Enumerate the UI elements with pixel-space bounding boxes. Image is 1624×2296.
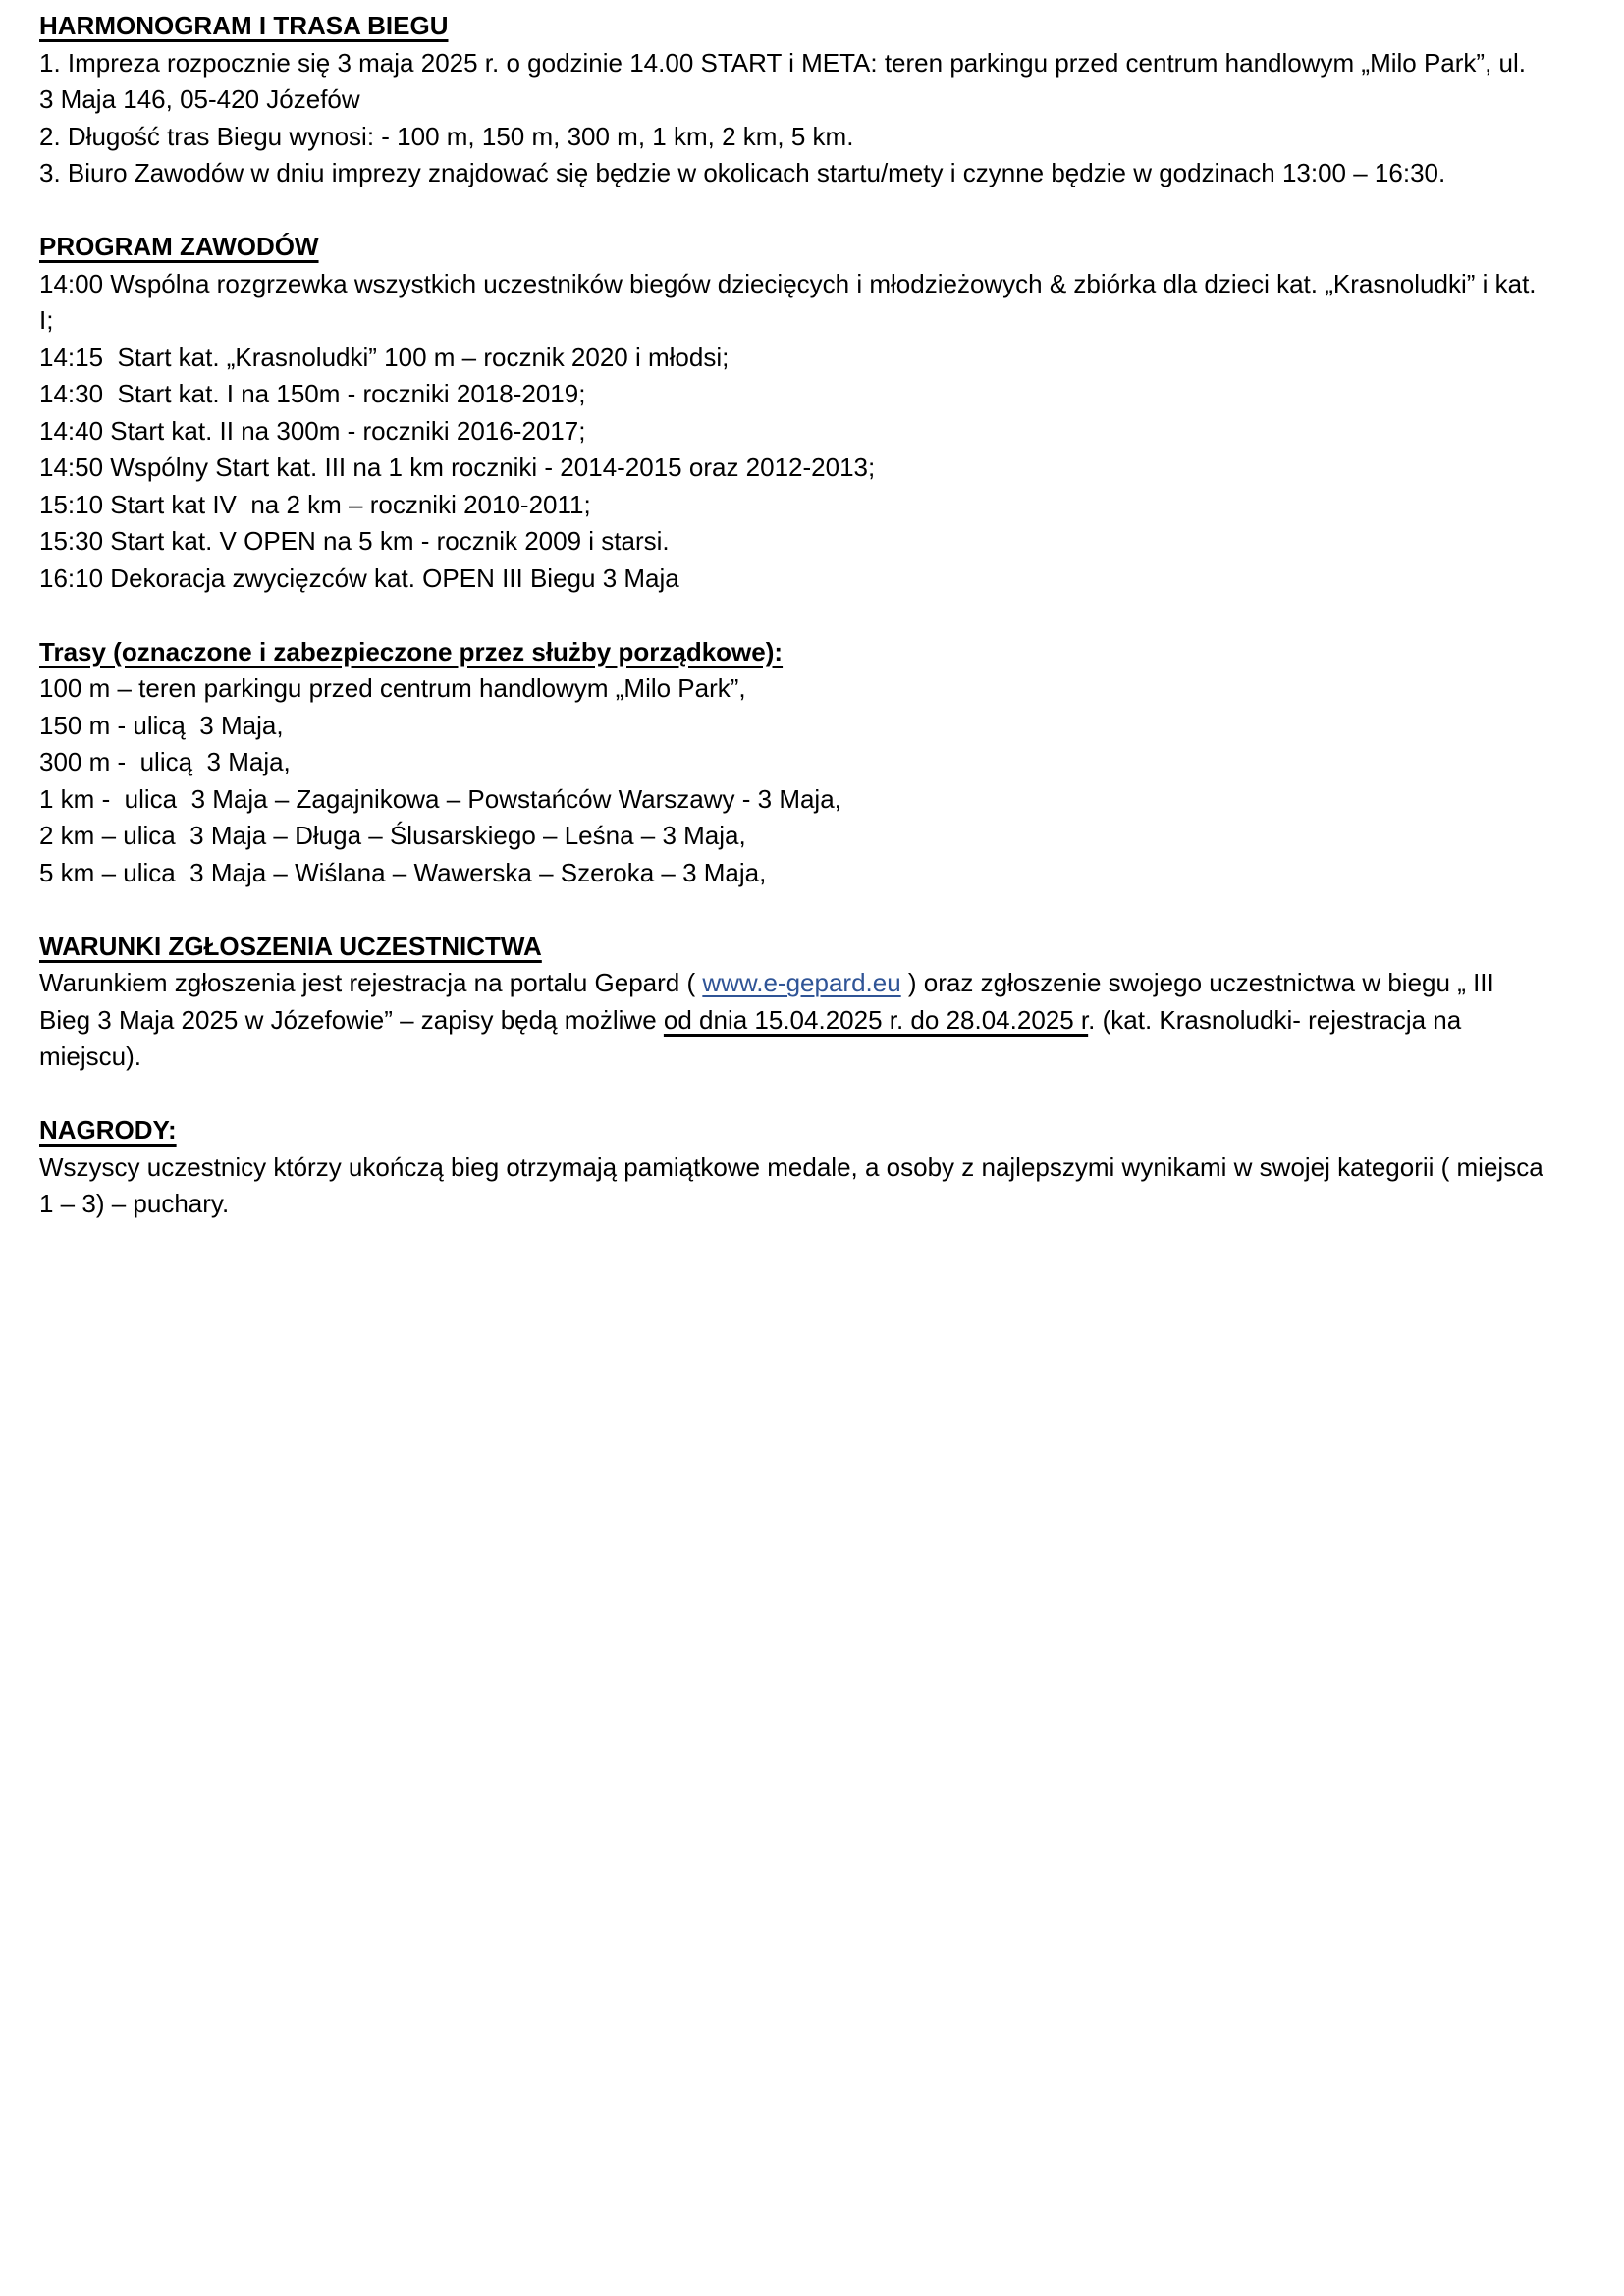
- harmonogram-item-1: 1. Impreza rozpocznie się 3 maja 2025 r. o godzinie 14.00 START i META: teren parkingu przed centrum handlowym „Milo Park”, ul. 3 Maja 146, 05-420 Józefów: [39, 47, 1534, 114]
- section-heading-warunki: WARUNKI ZGŁOSZENIA UCZESTNICTWA: [39, 931, 542, 961]
- section-heading-program: PROGRAM ZAWODÓW: [39, 232, 319, 261]
- nagrody-paragraph: Wszyscy uczestnicy którzy ukończą bieg otrzymają pamiątkowe medale, a osoby z najlepszymi wynikami w swojej kategorii ( miejsca 1 – 3) – puchary.: [39, 1151, 1550, 1218]
- registration-text-after-link: ) oraz zgłoszenie swojego uczestnictwa w biegu „ III Bieg 3 Maja 2025 w Józefowie” – zapisy będą możliwe: [39, 968, 1501, 1035]
- section-program-zawodow: [39, 229, 1543, 597]
- program-item-1610: 16:10 Dekoracja zwycięzców kat. OPEN III Biegu 3 Maja: [39, 562, 679, 593]
- section-heading-trasy: Trasy (oznaczone i zabezpieczone przez służby porządkowe):: [39, 636, 784, 667]
- program-item-1530: 15:30 Start kat. V OPEN na 5 km - rocznik 2009 i starsi.: [39, 526, 670, 556]
- trasa-1km: 1 km - ulica 3 Maja – Zagajnikowa – Powstańców Warszawy - 3 Maja,: [39, 783, 841, 814]
- trasa-2km: 2 km – ulica 3 Maja – Długa – Ślusarskiego – Leśna – 3 Maja,: [39, 821, 746, 850]
- section-heading-nagrody: NAGRODY:: [39, 1115, 177, 1145]
- registration-text-before-link: Warunkiem zgłoszenia jest rejestracja na portalu Gepard (: [39, 968, 703, 997]
- section-trasy: [39, 634, 1543, 892]
- e-gepard-link[interactable]: www.e-gepard.eu: [702, 968, 901, 997]
- registration-dates-underlined: od dnia 15.04.2025 r. do 28.04.2025 r: [663, 1004, 1089, 1035]
- trasa-300m: 300 m - ulicą 3 Maja,: [39, 747, 291, 776]
- program-item-1415: 14:15 Start kat. „Krasnoludki” 100 m – rocznik 2020 i młodsi;: [39, 342, 730, 372]
- program-item-1450: 14:50 Wspólny Start kat. III na 1 km roczniki - 2014-2015 oraz 2012-2013;: [39, 453, 876, 482]
- trasa-100m: 100 m – teren parkingu przed centrum handlowym „Milo Park”,: [39, 673, 746, 703]
- trasa-5km: 5 km – ulica 3 Maja – Wiślana – Wawerska – Szeroka – 3 Maja,: [39, 857, 767, 887]
- harmonogram-item-3: 3. Biuro Zawodów w dniu imprezy znajdować się będzie w okolicach startu/mety i czynne będzie w godzinach 13:00 – 16:30.: [39, 158, 1446, 187]
- section-nagrody: [39, 1112, 1550, 1223]
- section-harmonogram: [39, 8, 1543, 192]
- registration-paragraph: [39, 965, 1543, 1076]
- program-item-1440: 14:40 Start kat. II na 300m - roczniki 2016-2017;: [39, 415, 586, 446]
- registration-text-after-dates: . (kat. Krasnoludki- rejestracja na miejscu).: [39, 1004, 1469, 1071]
- trasa-150m: 150 m - ulicą 3 Maja,: [39, 710, 284, 740]
- section-heading-harmonogram: HARMONOGRAM I TRASA BIEGU: [39, 11, 449, 40]
- program-item-1510: 15:10 Start kat IV na 2 km – roczniki 2010-2011;: [39, 489, 591, 519]
- program-item-1400: 14:00 Wspólna rozgrzewka wszystkich uczestników biegów dziecięcych i młodzieżowych & zbiórka dla dzieci kat. „Krasnoludki” i kat. I;: [39, 268, 1543, 335]
- harmonogram-item-2: 2. Długość tras Biegu wynosi: - 100 m, 150 m, 300 m, 1 km, 2 km, 5 km.: [39, 121, 854, 151]
- section-warunki: [39, 929, 1543, 1076]
- program-item-1430: 14:30 Start kat. I na 150m - roczniki 2018-2019;: [39, 379, 586, 408]
